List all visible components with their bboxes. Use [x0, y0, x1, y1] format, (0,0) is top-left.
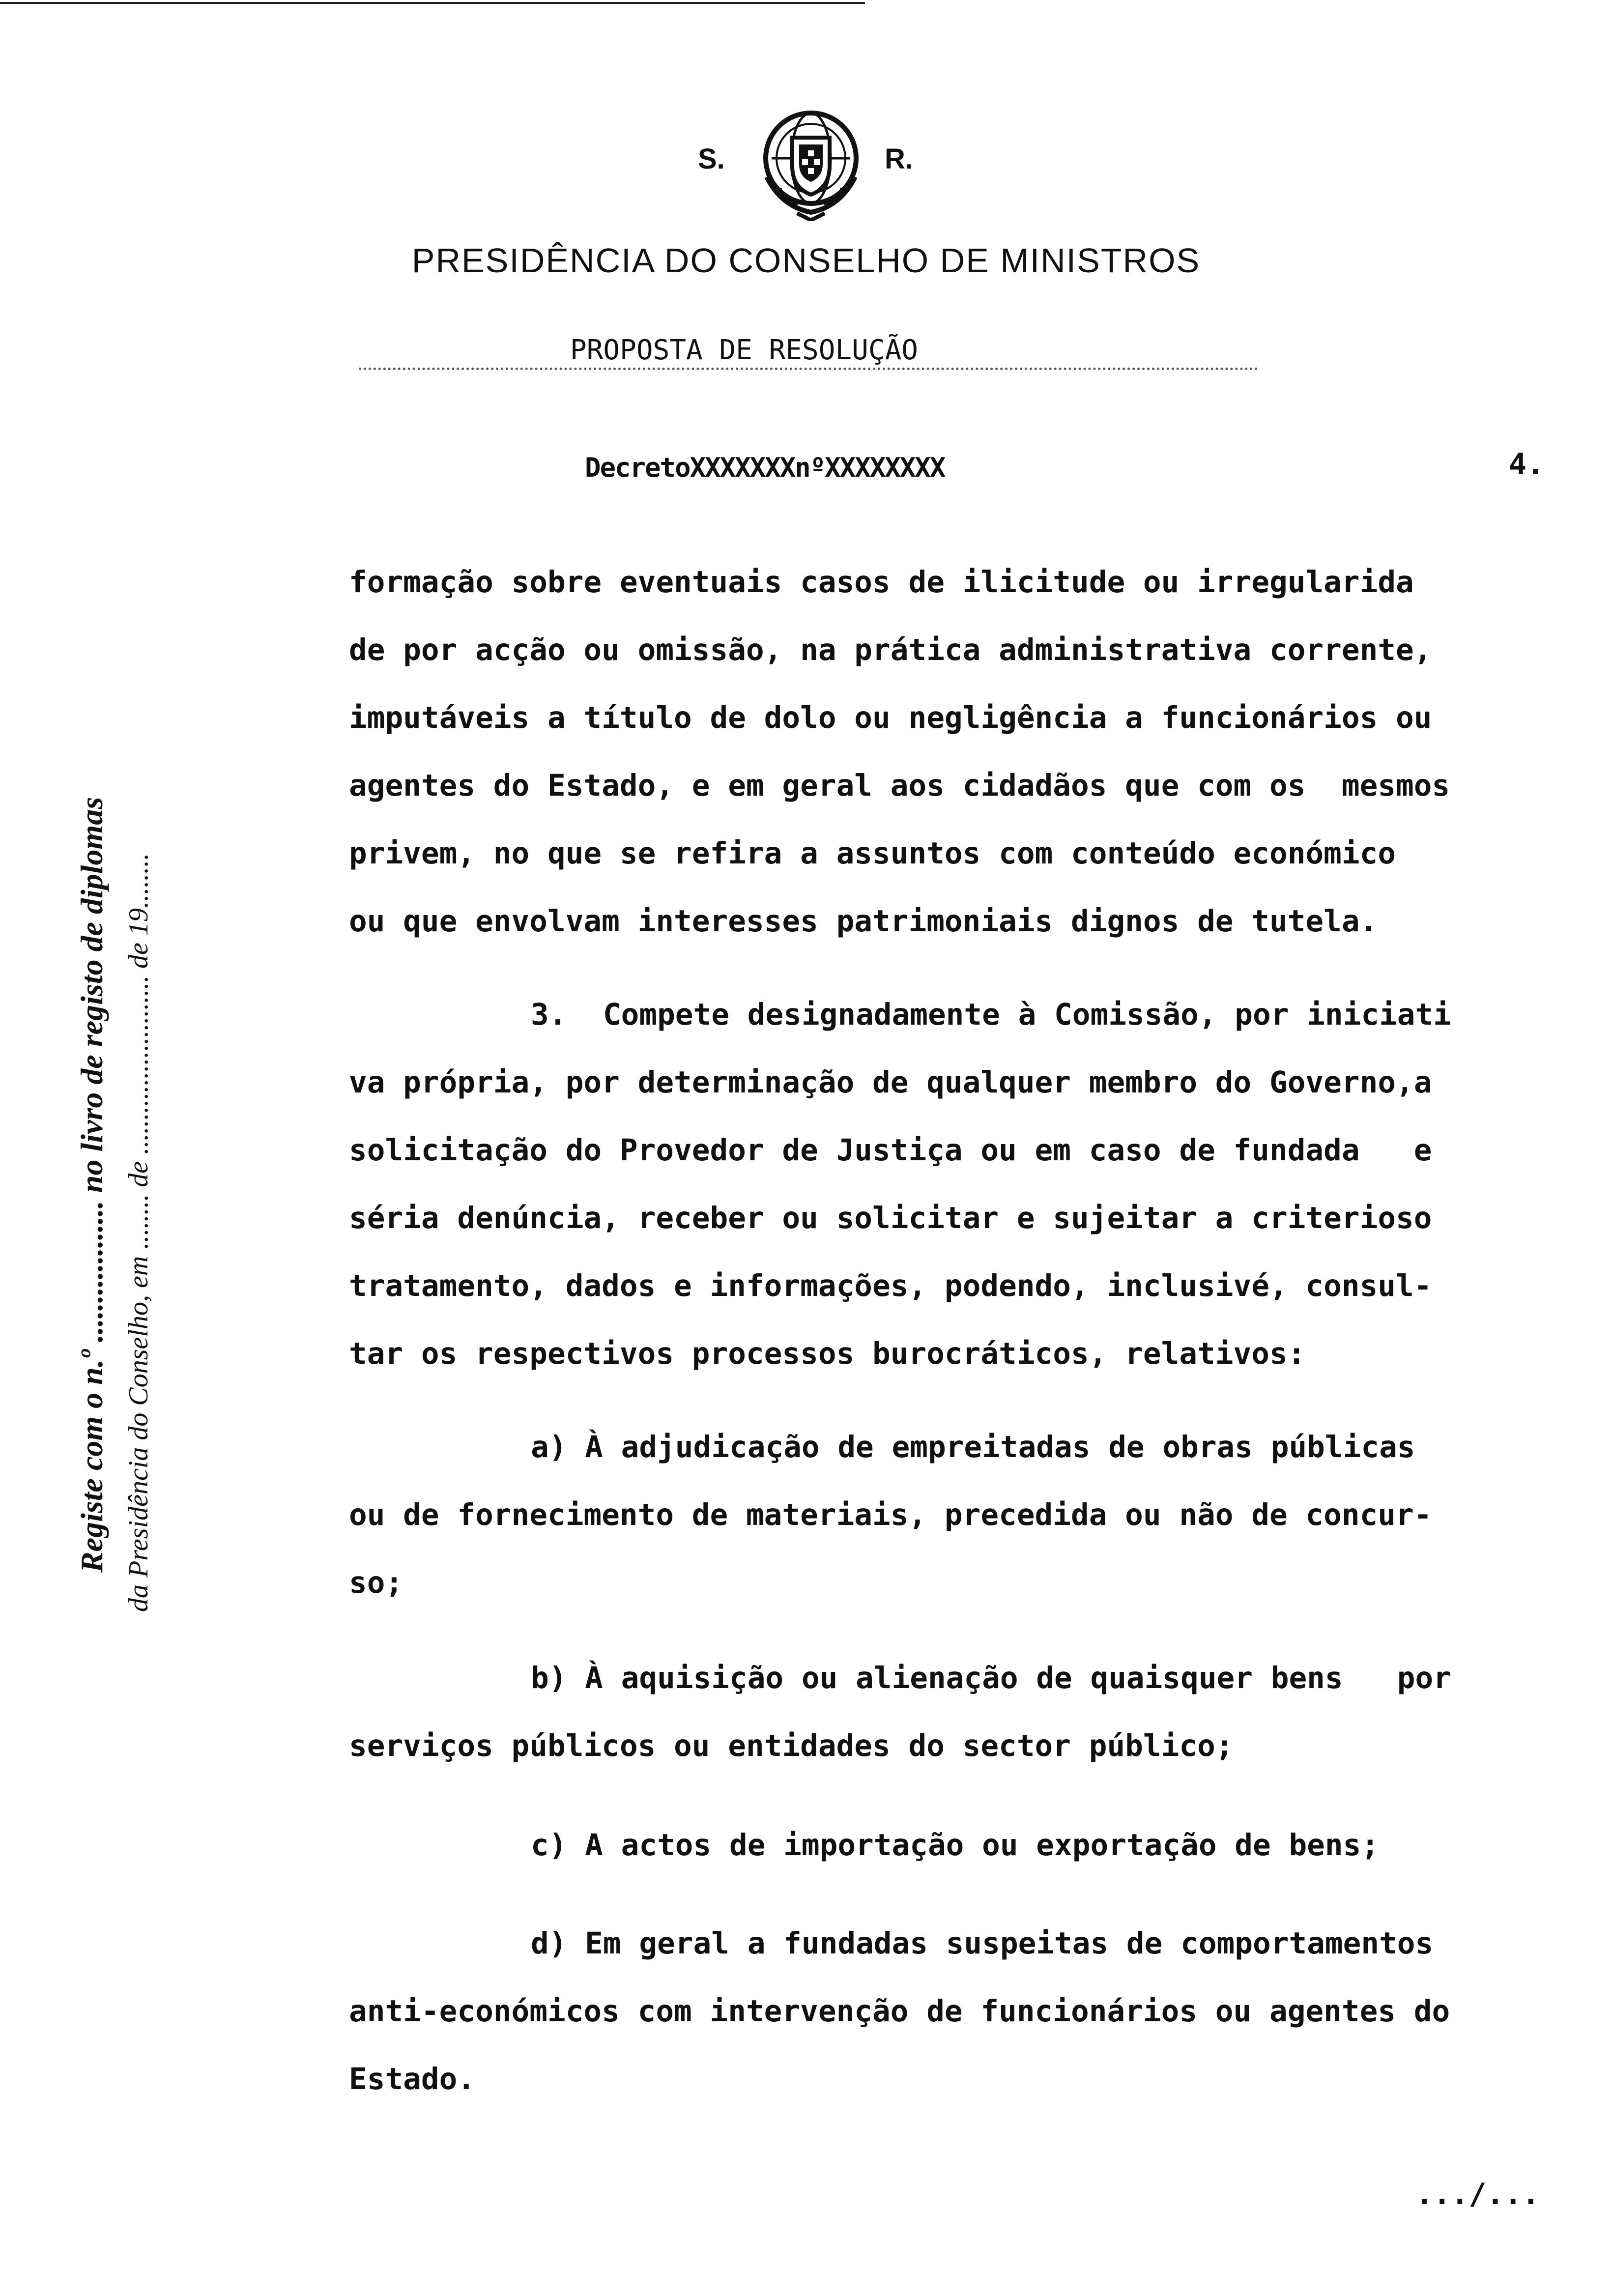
page-number: 4. [1509, 447, 1545, 482]
body-line: de por acção ou omissão, na prática administrativa corrente, [349, 632, 1432, 667]
body-line: agentes do Estado, e em geral aos cidadãos que com os mesmos [349, 768, 1450, 803]
letterhead-seal [0, 103, 1612, 221]
body-line: tratamento, dados e informações, podendo, inclusivé, consul- [349, 1268, 1432, 1303]
paragraph-3-line: 3. Compete designadamente à Comissão, por iniciati [531, 997, 1451, 1032]
top-edge-rule [0, 2, 865, 4]
body-line: so; [349, 1565, 403, 1600]
margin-council-date-note: da Presidência do Conselho, em ........ de .......................... de 19........ [123, 853, 154, 1612]
body-line: tar os respectivos processos burocráticos, relativos: [349, 1336, 1306, 1371]
margin-registration-note: Registe com o n.º .................. no livro de registo de diplomas [74, 797, 109, 1573]
body-line: imputáveis a título de dolo ou negligência a funcionários ou [349, 700, 1432, 735]
body-line: ou que envolvam interesses patrimoniais dignos de tutela. [349, 904, 1378, 939]
seal-left-letter: S. [698, 143, 725, 175]
body-line: anti-económicos com intervenção de funcionários ou agentes do [349, 1994, 1450, 2029]
body-line: formação sobre eventuais casos de ilicitude ou irregularida [349, 565, 1414, 600]
dotted-rule [359, 368, 1258, 370]
coat-of-arms-icon [752, 103, 870, 221]
body-line: solicitação do Provedor de Justiça ou em caso de fundada e [349, 1133, 1432, 1168]
ministry-heading: PRESIDÊNCIA DO CONSELHO DE MINISTROS [411, 241, 1201, 280]
continuation-marker: .../... [1415, 2177, 1540, 2211]
body-line: séria denúncia, receber ou solicitar e sujeitar a criterioso [349, 1201, 1432, 1235]
item-a-line: a) À adjudicação de empreitadas de obras públicas [531, 1430, 1415, 1464]
body-line: Estado. [349, 2062, 476, 2096]
item-c-line: c) A actos de importação ou exportação de bens; [531, 1828, 1380, 1863]
decree-number-line: DecretoXXXXXXXnºXXXXXXXX [585, 452, 945, 483]
body-line: va própria, por determinação de qualquer membro do Governo,a [349, 1065, 1432, 1100]
seal-right-letter: R. [885, 143, 913, 175]
body-line: privem, no que se refira a assuntos com conteúdo económico [349, 836, 1396, 871]
item-b-line: b) À aquisição ou alienação de quaisquer bens por [531, 1661, 1451, 1695]
body-line: serviços públicos ou entidades do sector público; [349, 1728, 1234, 1763]
item-d-line: d) Em geral a fundadas suspeitas de comportamentos [531, 1926, 1434, 1961]
document-type: PROPOSTA DE RESOLUÇÃO [570, 334, 919, 366]
body-line: ou de fornecimento de materiais, precedida ou não de concur- [349, 1497, 1432, 1532]
